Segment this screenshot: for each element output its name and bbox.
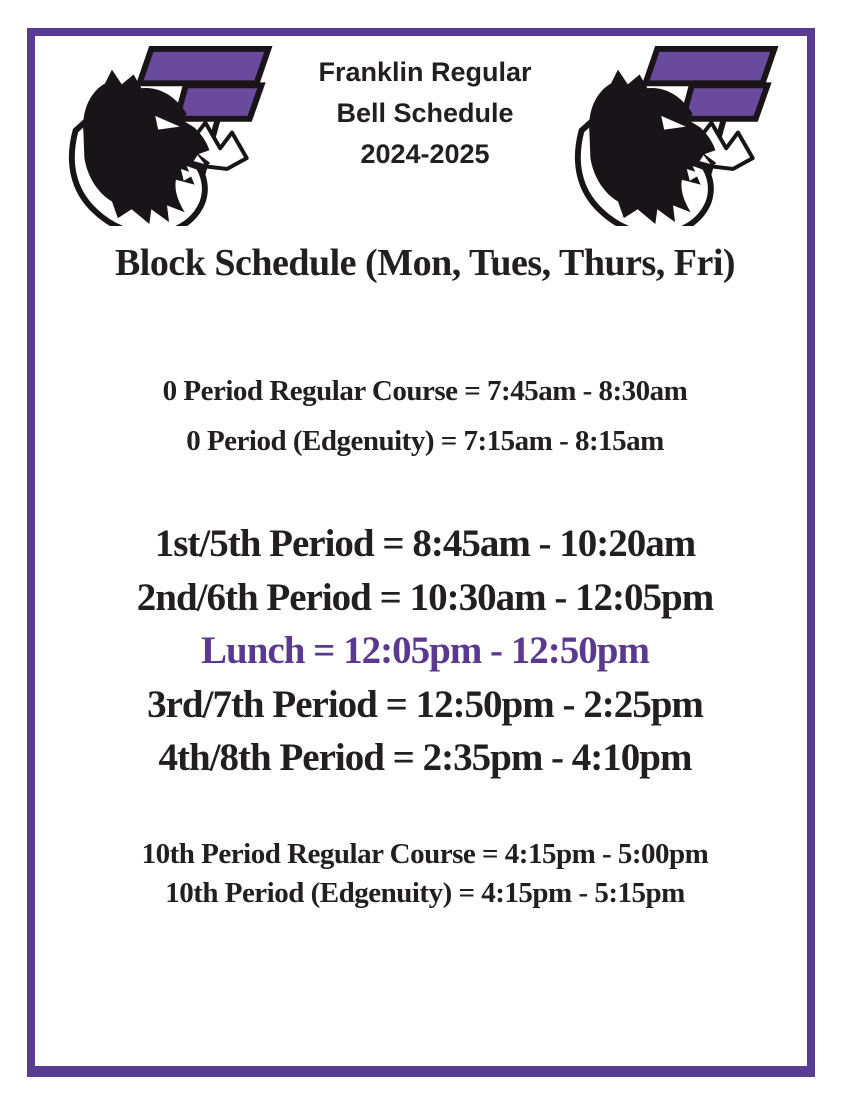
zero-period-section	[35, 366, 815, 466]
title-line-3: 2024-2025	[360, 139, 490, 169]
schedule-line: 0 Period (Edgenuity) = 7:15am - 8:15am	[186, 425, 664, 457]
page-title	[255, 52, 595, 175]
schedule-line: 10th Period Regular Course = 4:15pm - 5:00pm	[141, 838, 709, 870]
schedule-line: 3rd/7th Period = 12:50pm - 2:25pm	[147, 682, 703, 726]
schedule-line: 4th/8th Period = 2:35pm - 4:10pm	[158, 736, 692, 779]
title-line-1: Franklin Regular	[318, 57, 532, 87]
schedule-line: 1st/5th Period = 8:45am - 10:20am	[154, 522, 696, 565]
block-schedule-heading: Block Schedule (Mon, Tues, Thurs, Fri)	[114, 242, 736, 284]
panther-mascot-logo-left	[54, 44, 284, 226]
schedule-line: 0 Period Regular Course = 7:45am - 8:30am	[162, 375, 688, 407]
main-periods-section	[35, 517, 815, 785]
tenth-period-section	[35, 835, 815, 913]
schedule-line: 10th Period (Edgenuity) = 4:15pm - 5:15pm	[165, 877, 685, 909]
schedule-line: 2nd/6th Period = 10:30am - 12:05pm	[136, 575, 714, 619]
title-line-2: Bell Schedule	[336, 98, 514, 128]
lunch-line: Lunch = 12:05pm - 12:50pm	[201, 629, 649, 672]
